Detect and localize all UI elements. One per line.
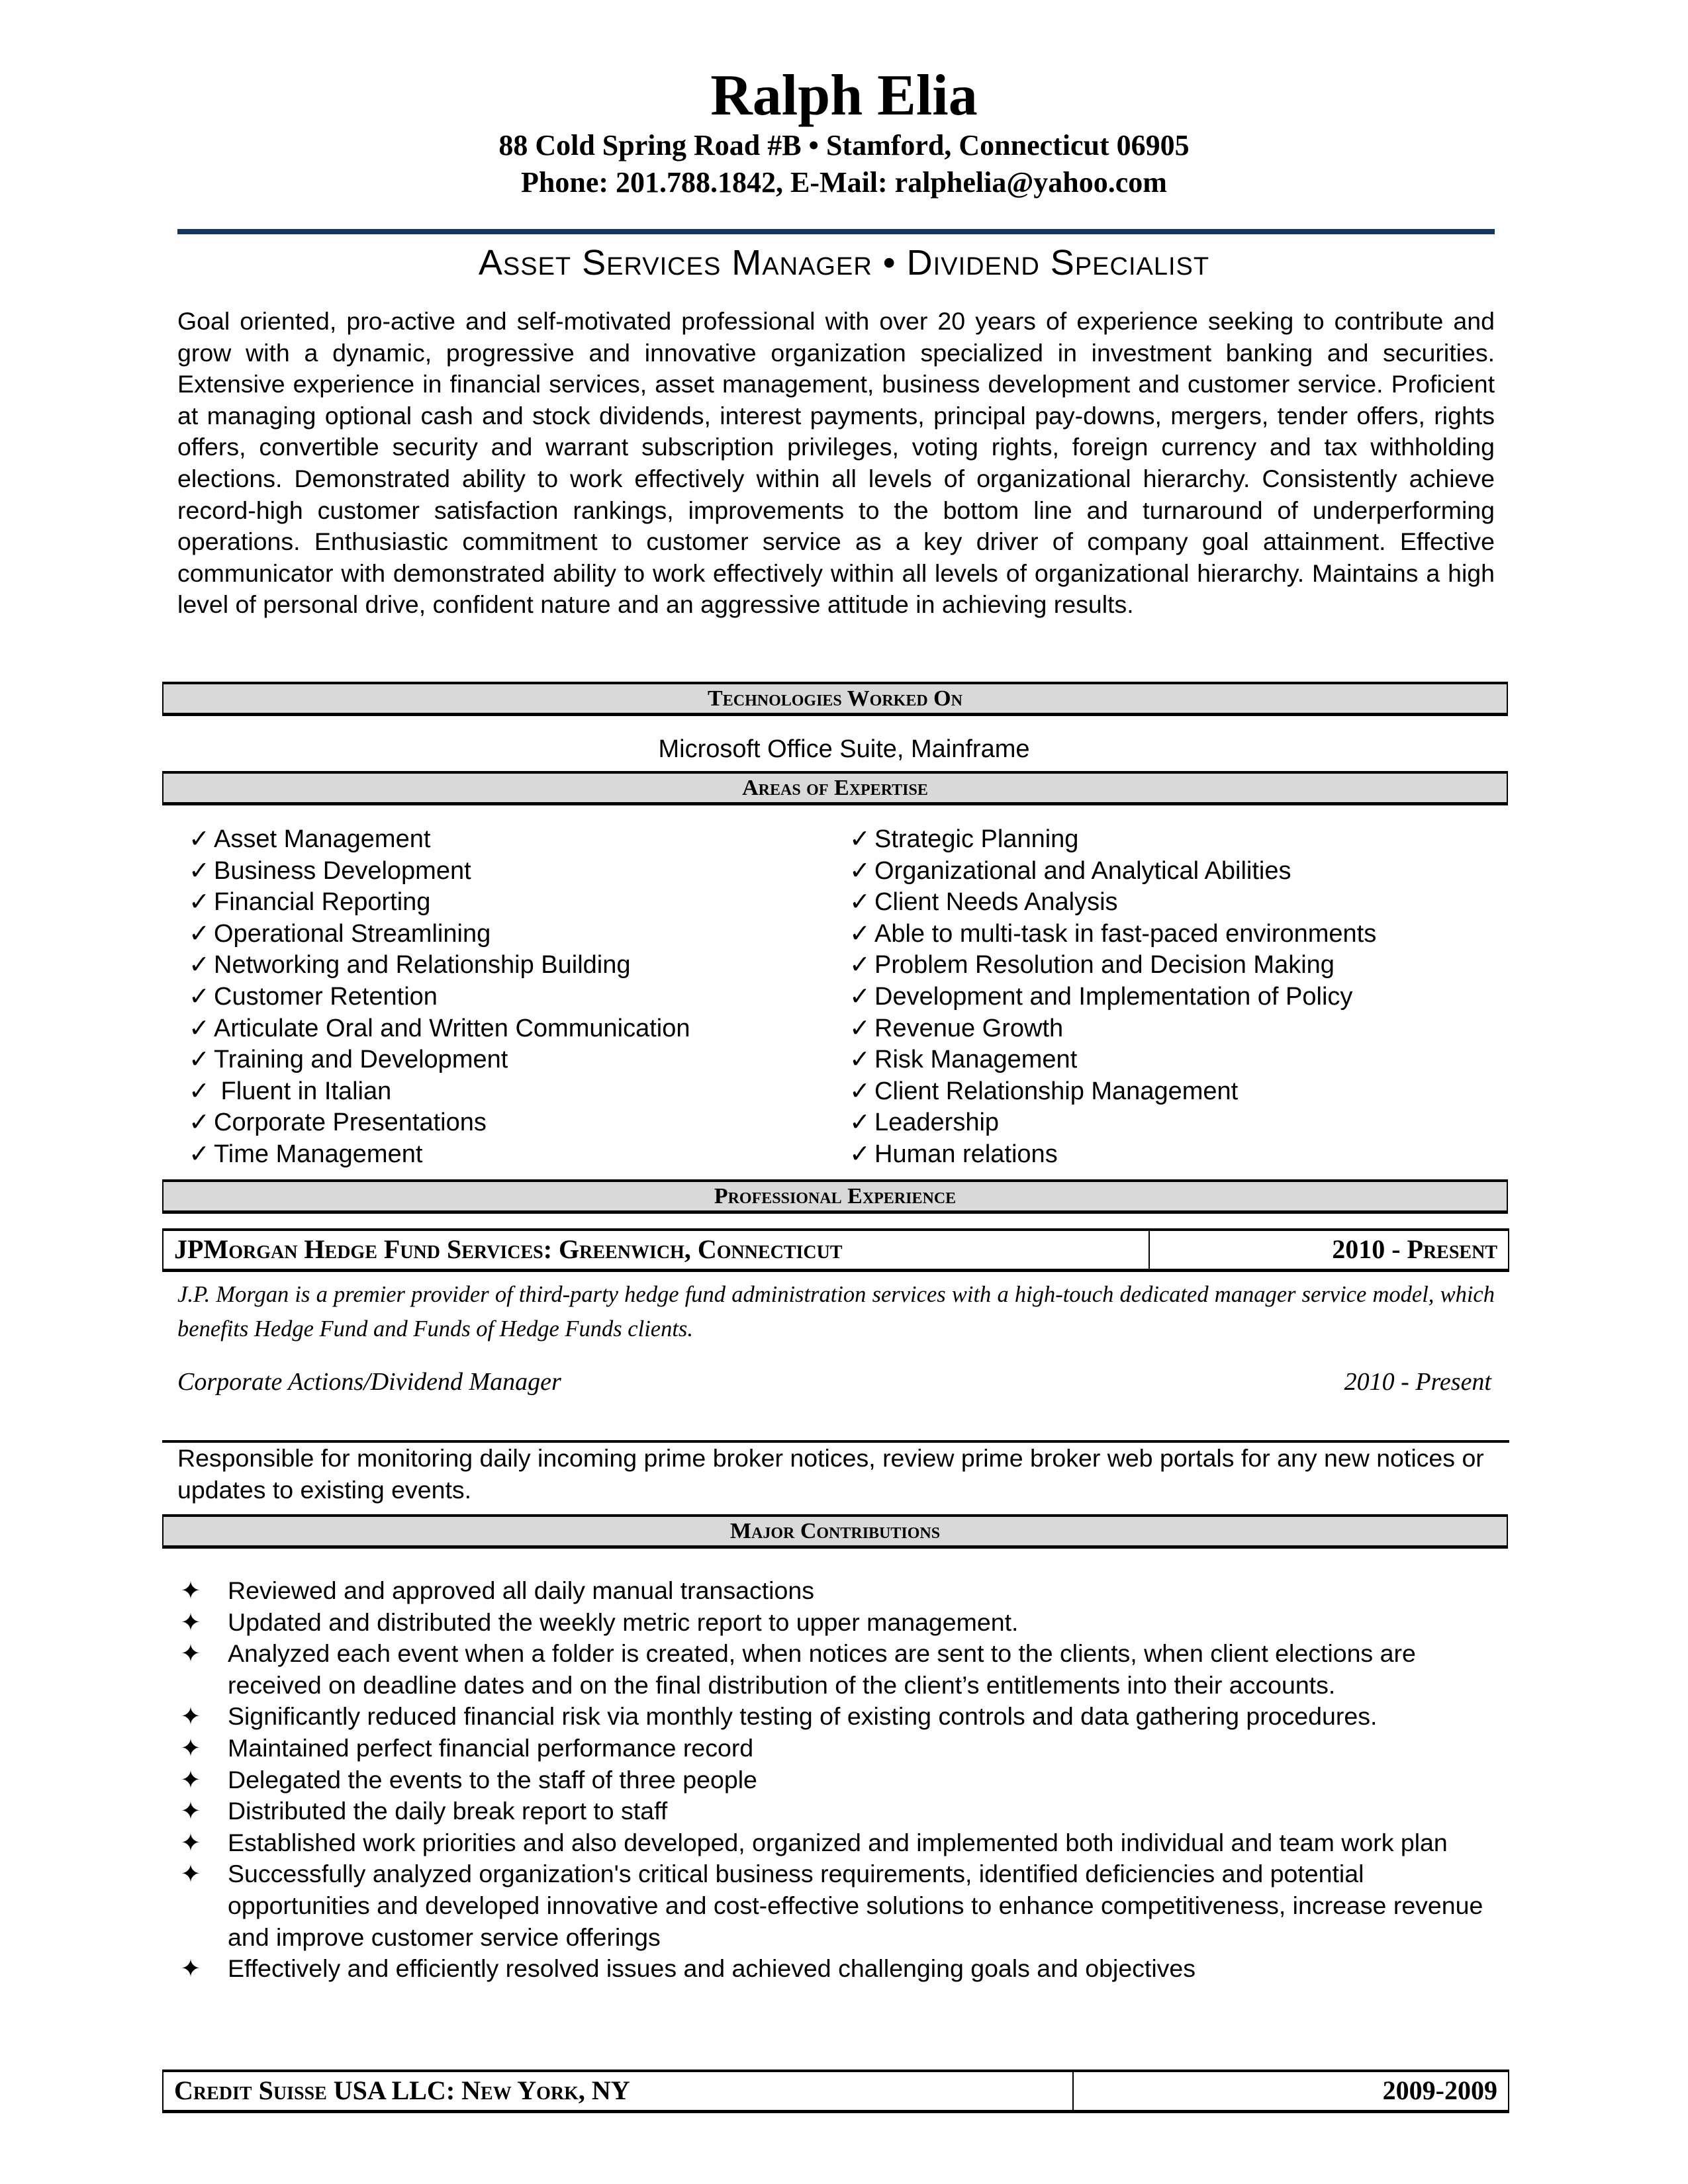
four-point-star-bullet-icon: ✦ (180, 1608, 201, 1636)
section-title: Professional Experience (714, 1184, 957, 1208)
list-item: ✦ Effectively and efficiently resolved issues and achieved challenging goals and objectives (177, 1953, 1508, 1985)
four-point-star-bullet-icon: ✦ (180, 1860, 201, 1888)
expertise-item: ✓ Problem Resolution and Decision Making (849, 950, 1511, 981)
expertise-item: ✓ Human relations (849, 1139, 1511, 1171)
employment-years: 2010 - Present (1332, 1234, 1497, 1264)
section-title: Technologies Worked On (708, 686, 962, 711)
expertise-item: ✓ Strategic Planning (849, 824, 1511, 856)
employment-years: 2009-2009 (1382, 2075, 1497, 2105)
four-point-star-bullet-icon: ✦ (180, 1576, 201, 1604)
checkmark-icon: ✓ (849, 982, 870, 1011)
expertise-item: ✓ Operational Streamlining (189, 919, 818, 950)
expertise-item: ✓ Able to multi-task in fast-paced environments (849, 919, 1511, 950)
checkmark-icon: ✓ (189, 919, 210, 948)
checkmark-icon: ✓ (189, 1140, 210, 1168)
checkmark-icon: ✓ (189, 888, 210, 917)
checkmark-icon: ✓ (189, 1109, 210, 1137)
expertise-item: ✓ Fluent in Italian (189, 1076, 818, 1108)
expertise-item: ✓ Business Development (189, 856, 818, 887)
expertise-item: ✓ Time Management (189, 1139, 818, 1171)
checkmark-icon: ✓ (849, 856, 870, 885)
list-item: ✦ Updated and distributed the weekly metric report to upper management. (177, 1607, 1508, 1639)
checkmark-icon: ✓ (849, 1140, 870, 1168)
list-item: ✦ Successfully analyzed organization's critical business requirements, identified deficiencies and potential opportunities and developed innovative and cost-effective solutions to enhance competitiveness, increase revenue and improve customer service offerings (177, 1858, 1508, 1953)
four-point-star-bullet-icon: ✦ (180, 1954, 201, 1983)
job-title-years: 2010 - Present (1344, 1368, 1491, 1396)
company-name: JPMorgan Hedge Fund Services: Greenwich, Connecticut (164, 1231, 1150, 1269)
four-point-star-bullet-icon: ✦ (180, 1702, 201, 1731)
technologies-list: Microsoft Office Suite, Mainframe (658, 735, 1030, 763)
checkmark-icon: ✓ (189, 825, 210, 853)
list-item: ✦ Significantly reduced financial risk via monthly testing of existing controls and data gathering procedures. (177, 1701, 1508, 1733)
company-description: J.P. Morgan is a premier provider of third-party hedge fund administration services with a high-touch dedicated manager service model, which benefits Hedge Fund and Funds of Hedge Funds clients. (177, 1282, 1495, 1342)
list-item: ✦ Analyzed each event when a folder is created, when notices are sent to the clients, when client elections are received on deadline dates and on the final distribution of the client’s entitlements into their accounts. (177, 1638, 1508, 1701)
address-line: 88 Cold Spring Road #B • Stamford, Connecticut 06905 (498, 129, 1190, 161)
company-name: Credit Suisse USA LLC: New York, NY (164, 2072, 1074, 2110)
list-item: ✦ Delegated the events to the staff of three people (177, 1764, 1508, 1796)
checkmark-icon: ✓ (189, 1046, 210, 1074)
job-responsibility: Responsible for monitoring daily incoming prime broker notices, review prime broker web portals for any new notices or updates to existing events. (177, 1444, 1484, 1504)
expertise-item: ✓ Networking and Relationship Building (189, 950, 818, 981)
checkmark-icon: ✓ (189, 1014, 210, 1042)
expertise-item: ✓ Articulate Oral and Written Communication (189, 1013, 818, 1045)
job-header-jpmorgan (162, 1228, 1509, 1272)
checkmark-icon: ✓ (849, 1109, 870, 1137)
job-title: Corporate Actions/Dividend Manager (177, 1368, 561, 1396)
expertise-column-right (849, 824, 1511, 1171)
section-header-expertise (162, 771, 1508, 805)
checkmark-icon: ✓ (849, 1046, 870, 1074)
list-item: ✦ Established work priorities and also developed, organized and implemented both individual and team work plan (177, 1827, 1508, 1859)
four-point-star-bullet-icon: ✦ (180, 1797, 201, 1825)
checkmark-icon: ✓ (849, 888, 870, 917)
expertise-column-left (189, 824, 818, 1171)
four-point-star-bullet-icon: ✦ (180, 1639, 201, 1668)
checkmark-icon: ✓ (189, 1077, 210, 1105)
section-header-contributions (162, 1514, 1508, 1549)
expertise-item: ✓ Leadership (849, 1107, 1511, 1139)
four-point-star-bullet-icon: ✦ (180, 1765, 201, 1794)
checkmark-icon: ✓ (849, 825, 870, 853)
expertise-item: ✓ Corporate Presentations (189, 1107, 818, 1139)
expertise-item: ✓ Revenue Growth (849, 1013, 1511, 1045)
section-title: Areas of Expertise (742, 776, 928, 800)
contact-line: Phone: 201.788.1842, E-Mail: ralphelia@yahoo.com (521, 166, 1167, 199)
expertise-item: ✓ Client Needs Analysis (849, 887, 1511, 919)
checkmark-icon: ✓ (849, 951, 870, 979)
checkmark-icon: ✓ (189, 951, 210, 979)
four-point-star-bullet-icon: ✦ (180, 1828, 201, 1856)
checkmark-icon: ✓ (849, 1014, 870, 1042)
expertise-item: ✓ Development and Implementation of Policy (849, 981, 1511, 1013)
candidate-name: Ralph Elia (710, 64, 978, 128)
expertise-item: ✓ Customer Retention (189, 981, 818, 1013)
checkmark-icon: ✓ (849, 1077, 870, 1105)
checkmark-icon: ✓ (189, 856, 210, 885)
job-role-row (177, 1365, 1491, 1399)
section-title: Major Contributions (729, 1519, 941, 1543)
expertise-item: ✓ Organizational and Analytical Abilities (849, 856, 1511, 887)
expertise-item: ✓ Client Relationship Management (849, 1076, 1511, 1108)
four-point-star-bullet-icon: ✦ (180, 1733, 201, 1762)
job-header-credit-suisse (162, 2070, 1509, 2113)
contributions-list (177, 1575, 1508, 1985)
expertise-item: ✓ Asset Management (189, 824, 818, 856)
list-item: ✦ Distributed the daily break report to staff (177, 1796, 1508, 1827)
expertise-item: ✓ Training and Development (189, 1044, 818, 1076)
list-item: ✦ Maintained perfect financial performance record (177, 1733, 1508, 1764)
checkmark-icon: ✓ (189, 982, 210, 1011)
expertise-item: ✓ Financial Reporting (189, 887, 818, 919)
professional-summary: Goal oriented, pro-active and self-motivated professional with over 20 years of experience seeking to contribute and grow with a dynamic, progressive and innovative organization specialized in investment banking and securities. Extensive experience in financial services, asset management, business development and customer service. Proficient at managing optional cash and stock dividends, interest payments, principal pay-downs, mergers, tender offers, rights offers, convertible security and warrant subscription privileges, voting rights, foreign currency and tax withholding elections. Demonstrated ability to work effectively within all levels of organizational hierarchy. Consistently achieve record-high customer satisfaction rankings, improvements to the bottom line and turnaround of underperforming operations. Enthusiastic commitment to customer service as a key driver of company goal attainment. Effective communicator with demonstrated ability to work effectively within all levels of organizational hierarchy. Maintains a high level of personal drive, confident nature and an aggressive attitude in achieving results. (177, 307, 1495, 619)
header-divider (177, 229, 1495, 234)
list-item: ✦ Reviewed and approved all daily manual transactions (177, 1575, 1508, 1607)
section-header-experience (162, 1179, 1508, 1214)
expertise-item: ✓ Risk Management (849, 1044, 1511, 1076)
checkmark-icon: ✓ (849, 919, 870, 948)
section-header-technologies (162, 682, 1508, 716)
headline-title: Asset Services Manager • Dividend Specialist (478, 243, 1210, 283)
